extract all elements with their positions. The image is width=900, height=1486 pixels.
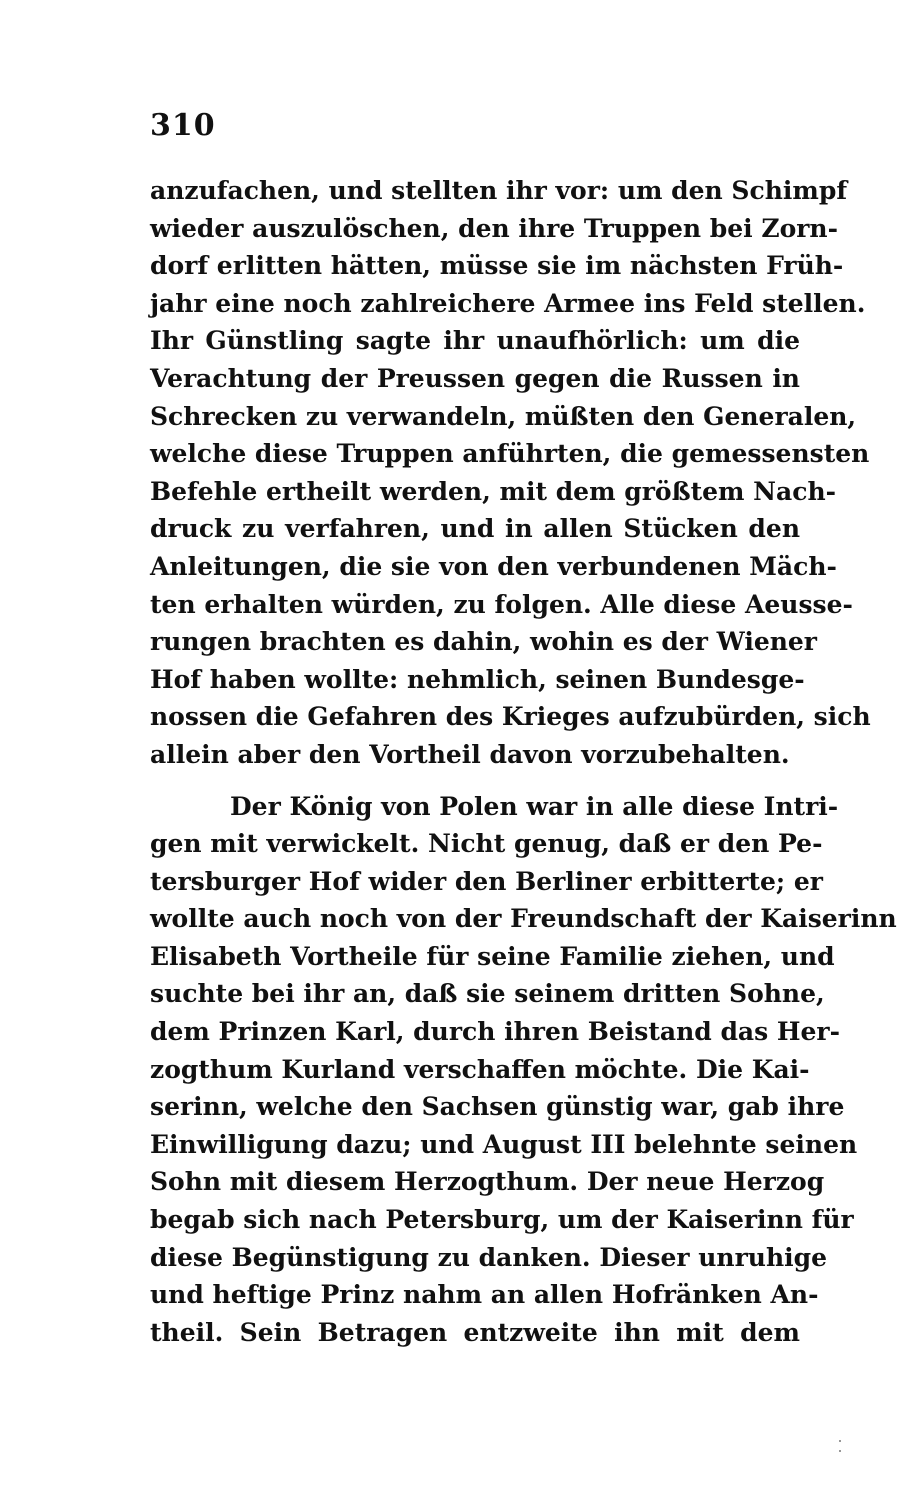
text-line: Schrecken zu verwandeln, müßten den Generalen, [150, 401, 857, 431]
text-line: zogthum Kurland verschaffen möchte. Die Kai- [150, 1054, 810, 1084]
text-line: Einwilligung dazu; und August III belehnte seinen [150, 1129, 858, 1159]
paragraph-gap [150, 774, 800, 788]
text-line: gen mit verwickelt. Nicht genug, daß er den Pe- [150, 829, 823, 859]
text-line: jahr eine noch zahlreichere Armee ins Feld stellen. [150, 288, 866, 318]
text-line: tersburger Hof wider den Berliner erbitterte; er [150, 866, 823, 896]
text-line: diese Begünstigung zu danken. Dieser unruhige [150, 1242, 828, 1272]
text-line: rungen brachten es dahin, wohin es der Wiener [150, 627, 817, 657]
text-line: Sohn mit diesem Herzogthum. Der neue Herzog [150, 1167, 825, 1197]
text-line: serinn, welche den Sachsen günstig war, gab ihre [150, 1092, 845, 1122]
speck-dot [839, 1450, 841, 1452]
paragraph-2 [150, 788, 897, 1352]
text-line: Hof haben wollte: nehmlich, seinen Bundesge- [150, 664, 805, 694]
text-line: dorf erlitten hätten, müsse sie im nächsten Früh- [150, 251, 844, 281]
scan-speck [838, 1440, 842, 1452]
text-line: wieder auszulöschen, den ihre Truppen bei Zorn- [150, 213, 838, 243]
text-line: nossen die Gefahren des Krieges aufzubürden, sich [150, 702, 871, 732]
text-line: Elisabeth Vortheile für seine Familie ziehen, und [150, 941, 835, 971]
body-text [150, 172, 897, 1351]
page-number: 310 [150, 108, 216, 143]
text-line: druck zu verfahren, und in allen Stücken den [150, 514, 800, 544]
text-line: Verachtung der Preussen gegen die Russen in [150, 363, 800, 393]
text-line: Der König von Polen war in alle diese Intri- [230, 791, 839, 821]
text-line: anzufachen, und stellten ihr vor: um den Schimpf [150, 176, 848, 205]
text-line: und heftige Prinz nahm an allen Hofränken An- [150, 1280, 819, 1310]
text-line: welche diese Truppen anführten, die gemessensten [150, 439, 870, 469]
text-line: Befehle ertheilt werden, mit dem größtem Nach- [150, 476, 836, 506]
text-line: dem Prinzen Karl, durch ihren Beistand das Her- [150, 1017, 840, 1047]
speck-dot [839, 1440, 841, 1442]
text-line: Ihr Günstling sagte ihr unaufhörlich: um die [150, 326, 800, 356]
text-line: begab sich nach Petersburg, um der Kaiserinn für [150, 1205, 854, 1235]
text-line: ten erhalten würden, zu folgen. Alle diese Aeusse- [150, 589, 853, 619]
text-line: allein aber den Vortheil davon vorzubehalten. [150, 739, 790, 769]
paragraph-1 [150, 172, 871, 774]
text-line: wollte auch noch von der Freundschaft der Kaiserinn [150, 904, 897, 934]
text-line: suchte bei ihr an, daß sie seinem dritten Sohne, [150, 979, 825, 1009]
text-line: theil. Sein Betragen entzweite ihn mit dem [150, 1317, 800, 1347]
text-line: Anleitungen, die sie von den verbundenen Mäch- [150, 551, 837, 581]
